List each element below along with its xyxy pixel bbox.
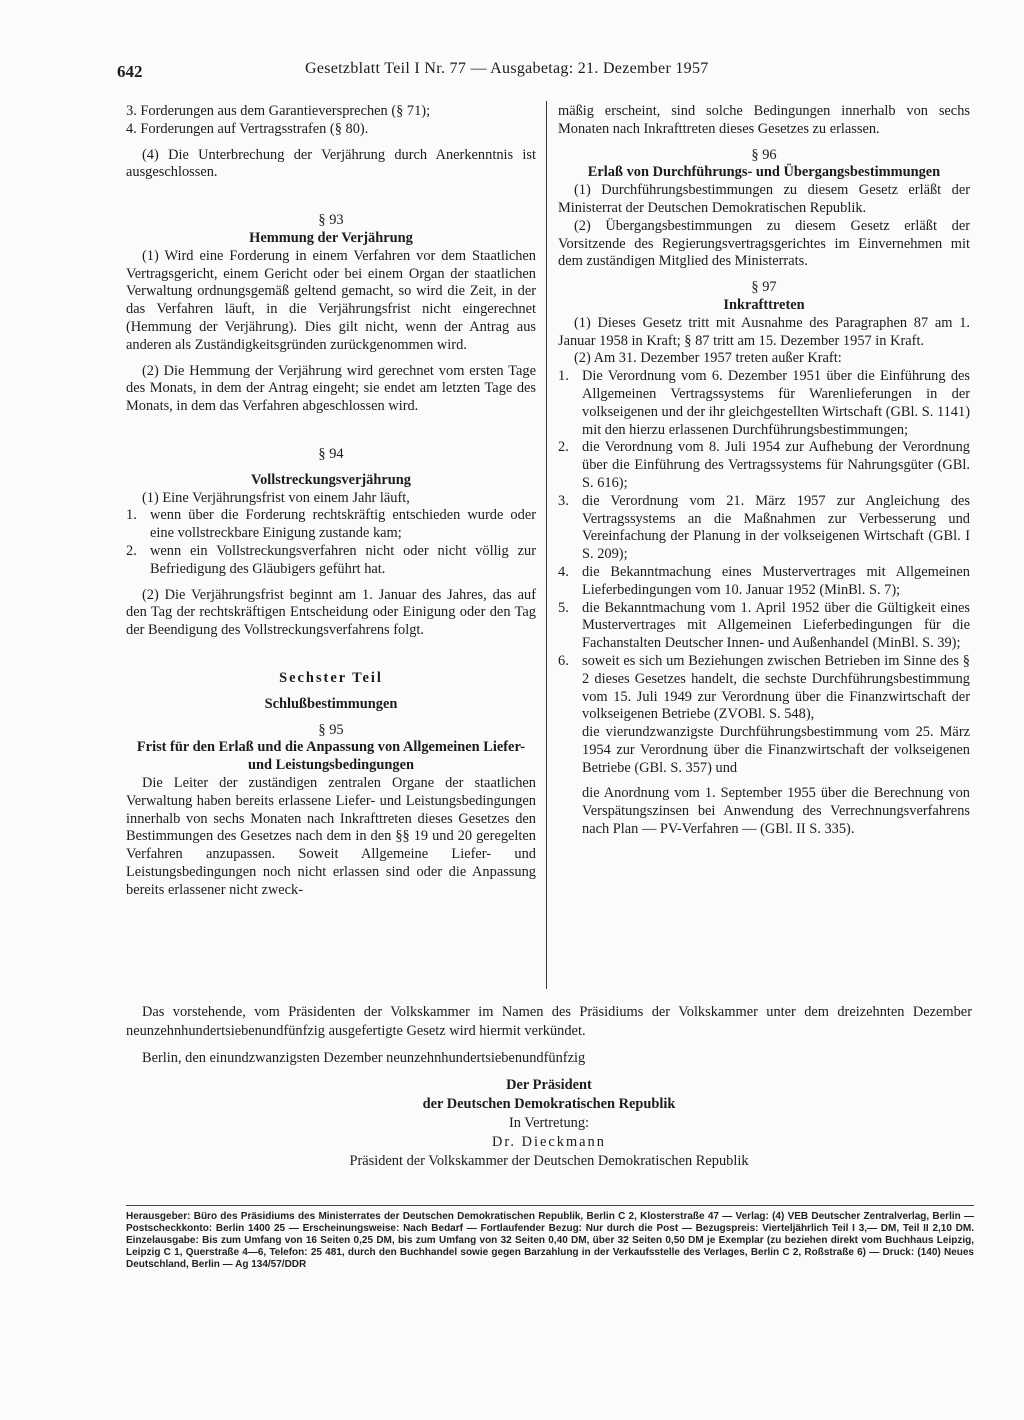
section-93-title: Hemmung der Verjährung xyxy=(249,229,413,246)
section-93-number: § 93 xyxy=(318,212,344,229)
item-number: 1. xyxy=(126,507,137,524)
section-96-title: Erlaß von Durchführungs- und Übergangsbestimmungen xyxy=(587,164,941,181)
repeal-item-6-continuation: die Anordnung vom 1. September 1955 über die Berechnung von Verspätungszinsen bei Anwendung des Verrechnungsverfahrens nach Plan — PV-Verfahren — (GBl. II S. 335). xyxy=(582,785,970,838)
page-number: 642 xyxy=(117,62,143,81)
section-96-para-2: (2) Übergangsbestimmungen zu diesem Gesetz erläßt der Vorsitzende des Regierungsvertragsgerichtes im Einvernehmen mit dem zuständigen Mitglied des Ministerrats. xyxy=(558,217,970,270)
item-text: die Bekanntmachung eines Mustervertrages mit Allgemeinen Lieferbedingungen vom 10. Januar 1952 (MinBl. S. 7); xyxy=(582,563,970,598)
repeal-item xyxy=(558,564,970,600)
section-97-para-1: (1) Dieses Gesetz tritt mit Ausnahme des Paragraphen 87 am 1. Januar 1958 in Kraft; § 87 tritt am 15. Dezember 1957 in Kraft. xyxy=(558,314,970,349)
place-date: Berlin, den einundzwanzigsten Dezember neunzehnhundertsiebenundfünfzig xyxy=(142,1050,586,1066)
item-text: wenn ein Vollstreckungsverfahren nicht oder nicht völlig zur Befriedigung des Gläubigers geführt hat. xyxy=(150,542,536,577)
column-divider xyxy=(546,101,547,989)
section-94-para-1: (1) Eine Verjährungsfrist von einem Jahr läuft, xyxy=(142,489,410,506)
item-number: 1. xyxy=(558,368,569,385)
section-95-number: § 95 xyxy=(318,721,344,738)
section-97-para-2: (2) Am 31. Dezember 1957 treten außer Kraft: xyxy=(574,350,842,367)
repeal-item-6-continuation: die vierundzwanzigste Durchführungsbestimmung vom 25. März 1954 zur Verordnung über die Finanzwirtschaft der volkseigenen Betriebe (GBl. S. 357) und xyxy=(582,724,970,776)
repeal-item xyxy=(558,439,970,492)
item-text: wenn über die Forderung rechtskräftig entschieden wurde oder eine vollstreckbare Einigung zustande kam; xyxy=(150,507,536,542)
section-97-number: § 97 xyxy=(751,279,777,296)
repeal-item xyxy=(558,368,970,439)
item-number: 3. xyxy=(558,492,569,509)
paragraph-item-3: 3. Forderungen aus dem Garantieversprechen (§ 71); xyxy=(126,103,431,119)
item-number: 5. xyxy=(558,599,569,616)
item-number: 6. xyxy=(558,652,569,669)
item-number: 4. xyxy=(558,563,569,580)
section-94-para-2: (2) Die Verjährungsfrist beginnt am 1. Januar des Jahres, das auf den Tag der rechtskräftigen Entscheidung oder Einigung oder den Tag der Beendigung des Vollstreckungsverfahrens folgt. xyxy=(126,586,536,639)
section-94-item-2 xyxy=(126,543,536,579)
section-96-number: § 96 xyxy=(751,146,777,163)
part-subtitle: Schlußbestimmungen xyxy=(264,695,398,712)
section-95-continuation: mäßig erscheint, sind solche Bedingungen innerhalb von sechs Monaten nach Inkrafttreten dieses Gesetzes zu erlassen. xyxy=(558,103,970,137)
footer-divider xyxy=(126,1205,974,1206)
item-text: die Verordnung vom 8. Juli 1954 zur Aufhebung der Verordnung über die Einführung des Vertragssystems für Nahrungsgüter (GBl. S. 616); xyxy=(582,439,970,491)
section-94-title: Vollstreckungsverjährung xyxy=(251,471,411,488)
item-text: die Bekanntmachung vom 1. April 1952 über die Gültigkeit eines Mustervertrages mit Allgemeinen Lieferbedingungen für die Fachanstalten Deutscher Innen- und Außenhandel (MinBl. S. 39); xyxy=(582,599,970,652)
right-column xyxy=(558,103,970,839)
item-text: soweit es sich um Beziehungen zwischen Betrieben im Sinne des § 2 dieses Gesetzes handelt, die sechste Durchführungsbestimmung vom 15. Juli 1949 zur Verordnung über die Finanzwirtschaft der volkseigenen Betriebe (ZVOBl. S. 548), xyxy=(582,652,970,723)
section-97-title: Inkrafttreten xyxy=(723,296,805,313)
item-text: Die Verordnung vom 6. Dezember 1951 über die Einführung des Allgemeinen Vertragssystems für Warenlieferungen in der volkseigenen und der ihr gleichgestellten Wirtschaft (GBl. S. 1141) mit den hierzu erlassenen Durchführungsbestimmungen; xyxy=(582,368,970,438)
section-94-number: § 94 xyxy=(318,445,344,462)
section-93-para-1: (1) Wird eine Forderung in einem Verfahren vor dem Staatlichen Vertragsgericht, einem Gericht oder bei einem Organ der staatlichen Verwaltung ordnungsgemäß geltend gemacht, so wird die Zeit, in der das Verfahren läuft, in die Verjährungsfrist nicht eingerechnet (Hemmung der Verjährung). Dies gilt nicht, wenn der Antrag aus anderen als Zuständigkeitsgründen zurückgenommen wird. xyxy=(126,247,536,353)
signature-title-1: Der Präsident xyxy=(506,1077,592,1093)
left-column xyxy=(126,103,536,899)
repeal-item xyxy=(558,600,970,653)
item-text: die Verordnung vom 21. März 1957 zur Angleichung des Vertragssystems an die Maßnahmen zur Verbesserung und Vereinfachung der Planung in der volkseigenen Wirtschaft (GBl. I S. 209); xyxy=(582,492,970,563)
signature-deputy: In Vertretung: xyxy=(508,1115,590,1131)
section-94-item-1 xyxy=(126,507,536,543)
signature-name: Dr. Dieckmann xyxy=(492,1134,606,1150)
item-number: 2. xyxy=(558,439,569,456)
section-93-para-2: (2) Die Hemmung der Verjährung wird gerechnet vom ersten Tage des Monats, in dem der Antrag eingeht; sie endet am letzten Tage des Monats, in dem das Verfahren abgeschlossen wird. xyxy=(126,362,536,415)
signature-role: Präsident der Volkskammer der Deutschen Demokratischen Republik xyxy=(349,1153,749,1169)
repeal-item xyxy=(558,493,970,564)
repeal-item xyxy=(558,653,970,724)
section-95-para-1: Die Leiter der zuständigen zentralen Organe der staatlichen Verwaltung haben bereits erlassene Liefer- und Leistungsbedingungen innerhalb von sechs Monaten nach Inkrafttreten dieses Gesetzes den Bestimmungen des Gesetzes nach dem in den §§ 19 und 20 geregelten Verfahren anzupassen. Soweit Allgemeine Liefer- und Leistungsbedingungen noch nicht erlassen sind oder die Anpassung bereits erlassener nicht zweck- xyxy=(126,774,536,898)
section-96-para-1: (1) Durchführungsbestimmungen zu diesem Gesetz erläßt der Ministerrat der Deutschen Demokratischen Republik. xyxy=(558,182,970,216)
section-95-title: Frist für den Erlaß und die Anpassung von Allgemeinen Liefer- und Leistungsbedingungen xyxy=(136,739,526,774)
closing-block xyxy=(126,1003,972,1171)
signature-title-2: der Deutschen Demokratischen Republik xyxy=(422,1096,676,1112)
promulgation-text: Das vorstehende, vom Präsidenten der Volkskammer im Namen des Präsidiums der Volkskammer unter dem dreizehnten Dezember neunzehnhundertsiebenundfünfzig ausgefertigte Gesetz wird hiermit verkündet. xyxy=(126,1004,972,1039)
paragraph-abs-4: (4) Die Unterbrechung der Verjährung durch Anerkenntnis ist ausgeschlossen. xyxy=(126,146,536,181)
item-number: 2. xyxy=(126,542,137,559)
paragraph-item-4: 4. Forderungen auf Vertragsstrafen (§ 80). xyxy=(126,120,369,137)
imprint-footer: Herausgeber: Büro des Präsidiums des Ministerrates der Deutschen Demokratischen Republik, Berlin C 2, Klosterstraße 47 — Verlag: (4) VEB Deutscher Zentralverlag, Berlin — Postscheckkonto: Berlin 1400 25 — Erscheinungsweise: Nach Bedarf — Fortlaufender Bezug: Nur durch die Post — Bezugspreis: Vierteljährlich Teil I 3,— DM, Teil II 2,10 DM. Einzelausgabe: Bis zum Umfang von 16 Seiten 0,25 DM, bis zum Umfang von 32 Seiten 0,40 DM, über 32 Seiten 0,50 DM je Exemplar (zu beziehen direkt vom Buchhaus Leipzig, Leipzig C 1, Querstraße 4—6, Telefon: 25 481, durch den Buchhandel sowie gegen Barzahlung in der Verkaufsstelle des Verlages, Berlin C 2, Roßstraße 6) — Druck: (140) Neues Deutschland, Berlin — Ag 134/57/DDR xyxy=(126,1211,974,1270)
part-title: Sechster Teil xyxy=(279,669,383,686)
page-header: Gesetzblatt Teil I Nr. 77 — Ausgabetag: 21. Dezember 1957 xyxy=(305,60,709,77)
